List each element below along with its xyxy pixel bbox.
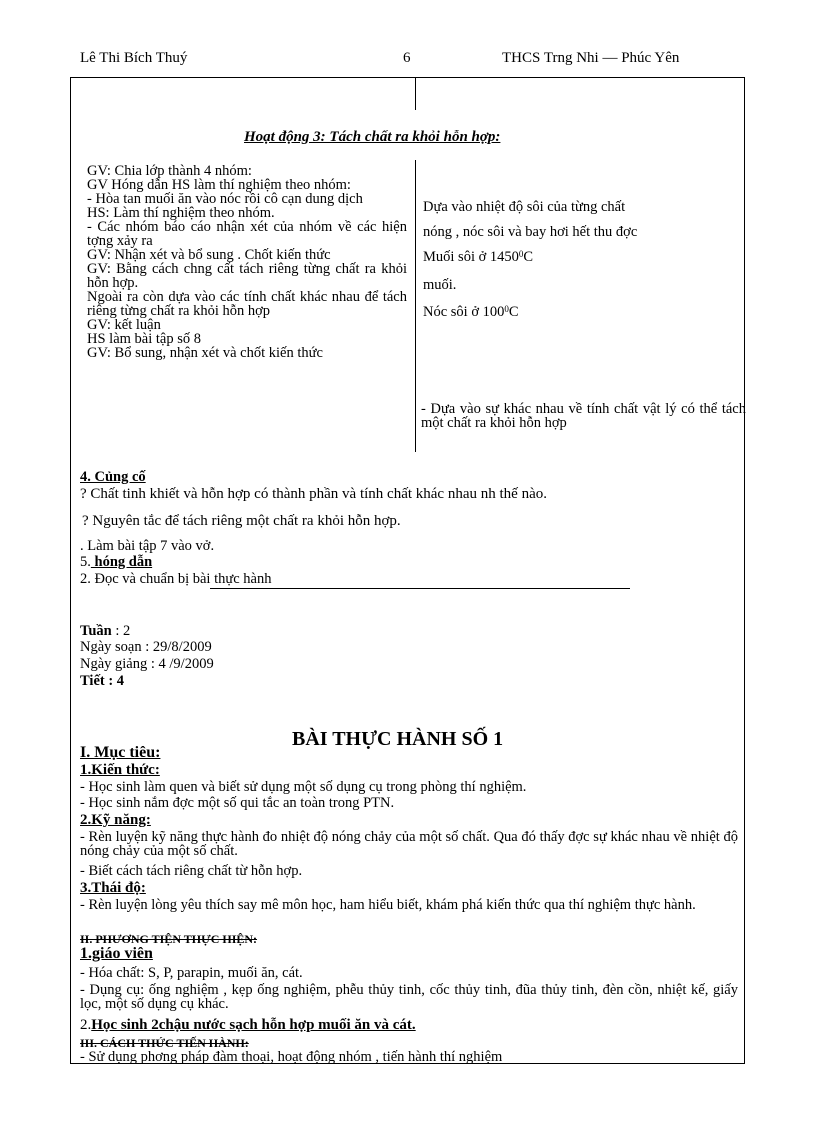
- week-line: [80, 624, 130, 638]
- activity-line: GV: kết luận: [87, 317, 161, 333]
- guide-item: [80, 572, 271, 586]
- right-line-1: Dựa vào nhiệt độ sôi của từng chất: [423, 199, 626, 215]
- activity-line: GV: Bằng cách chng cất tách riêng từng chất ra khỏi hỗn hợp.: [87, 261, 407, 291]
- student-prefix: 2.: [80, 1017, 92, 1033]
- tools-line: - Dụng cụ: ống nghiệm , kẹp ống nghiệm, phễu thủy tinh, cốc thủy tinh, đũa thủy tinh, đèn cồn, nhiệt kế, giấy lọc, một số dụng cụ khác.: [80, 982, 738, 1012]
- skills-heading: 2.Kỹ năng:: [80, 812, 151, 828]
- attitude-item-1: - Rèn luyện lòng yêu thích say mê môn học, ham hiểu biết, khám phá kiến thức qua thí nghiệm thực hành.: [80, 897, 696, 913]
- salt-boiling-suffix: C: [523, 249, 534, 265]
- student-text: Học sinh 2chậu nước sạch hỗn hợp muối ăn và cát.: [91, 1017, 416, 1033]
- right-line-2: nóng , nóc sôi và bay hơi hết thu đợc: [423, 224, 638, 240]
- salt-boiling-point: [423, 250, 533, 264]
- header-page-number: 6: [403, 50, 411, 66]
- chemicals-line: - Hóa chất: S, P, parapin, muối ăn, cát.: [80, 965, 303, 981]
- consolidation-question-2: ? Nguyên tắc để tách riêng một chất ra khỏi hỗn hợp.: [82, 513, 401, 529]
- activity-line: - Các nhóm báo cáo nhận xét của nhóm về các hiện tợng xảy ra: [87, 219, 407, 249]
- activity-line: GV Hóng dẫn HS làm thí nghiệm theo nhóm:: [87, 177, 351, 193]
- skills-item-1: - Rèn luyện kỹ năng thực hành đo nhiệt độ nóng chảy của một số chất. Qua đó thấy đợc sự khác nhau về nhiệt độ nóng chảy của một số chất.: [80, 829, 738, 859]
- consolidation-question-1: ? Chất tinh khiết và hỗn hợp có thành phần và tính chất khác nhau nh thế nào.: [80, 486, 547, 502]
- objectives-heading: I. Mục tiêu:: [80, 744, 161, 761]
- salt-boiling-prefix: Muối sôi ở 1450: [423, 249, 519, 265]
- teacher-student-column: [87, 164, 407, 360]
- lesson-period: Tiết : 4: [80, 673, 125, 689]
- guide-item-prefix: 2. Đọc và chuẩn: [80, 571, 178, 587]
- degree-sign: 0: [518, 249, 524, 259]
- method-heading: III. CÁCH THỨC TIẾN HÀNH:: [80, 1036, 249, 1050]
- activity-line: GV: Nhận xét và bổ sung . Chốt kiến thức: [87, 247, 331, 263]
- week-label: Tuần: [80, 623, 112, 639]
- activity-line: Ngoài ra còn dựa vào các tính chất khác nhau để tách riêng từng chất ra khỏi hỗn hợp: [87, 289, 407, 319]
- teacher-heading: 1.giáo viên: [80, 945, 153, 962]
- activity-line: - Hòa tan muối ăn vào nóc rồi cô cạn dung dịch: [87, 191, 363, 207]
- guide-heading-text: hóng dẫn: [90, 554, 153, 570]
- activity-line: GV: Bổ sung, nhận xét và chốt kiến thức: [87, 345, 323, 361]
- method-item-1: - Sử dụng phơng pháp đàm thoại, hoạt động nhóm , tiến hành thí nghiệm: [80, 1050, 503, 1063]
- consolidation-heading: 4. Củng cố: [80, 469, 146, 485]
- guide-number: 5.: [80, 554, 91, 570]
- degree-sign: 0: [504, 304, 509, 314]
- week-value: : 2: [111, 623, 131, 639]
- student-preparation: [80, 1018, 416, 1032]
- guide-heading: [80, 555, 152, 569]
- activity-line: HS làm bài tập số 8: [87, 331, 201, 347]
- water-boiling-prefix: Nóc sôi ở 100: [423, 304, 505, 320]
- teaching-date: Ngày giảng : 4 /9/2009: [80, 656, 214, 672]
- skills-item-2: - Biết cách tách riêng chất từ hỗn hợp.: [80, 863, 303, 879]
- water-boiling-point: [423, 305, 519, 319]
- activity3-title: Hoạt động 3: Tách chất ra khỏi hỗn hợp:: [244, 129, 501, 145]
- knowledge-heading: 1.Kiến thức:: [80, 762, 160, 778]
- attitude-heading: 3.Thái độ:: [80, 880, 146, 896]
- knowledge-item-1: - Học sinh làm quen và biết sử dụng một số dụng cụ trong phòng thí nghiệm.: [80, 779, 527, 795]
- right-conclusion: - Dựa vào sự khác nhau về tính chất vật lý có thể tách một chất ra khỏi hỗn hợp: [421, 401, 746, 431]
- means-heading: II. PHƯƠNG TIỆN THỰC HIỆN:: [80, 932, 258, 946]
- preparation-date: Ngày soạn : 29/8/2009: [80, 639, 212, 655]
- table-divider: [415, 160, 416, 452]
- header-school: THCS Trng Nhi — Phúc Yên: [502, 50, 680, 66]
- activity-line: HS: Làm thí nghiệm theo nhóm.: [87, 205, 275, 221]
- guide-item-rest: bị bài thực hành: [177, 571, 272, 587]
- water-boiling-suffix: C: [508, 304, 519, 320]
- activity-line: GV: Chia lớp thành 4 nhóm:: [87, 163, 252, 179]
- header-author: Lê Thi Bích Thuý: [80, 50, 188, 66]
- guide-underline: [210, 588, 630, 589]
- table-divider-top: [415, 78, 416, 110]
- knowledge-item-2: - Học sinh nắm đợc một số qui tắc an toàn trong PTN.: [80, 795, 395, 811]
- right-line-4: muối.: [423, 277, 457, 293]
- practice-title: BÀI THỰC HÀNH SỐ 1: [292, 728, 504, 750]
- homework-line: . Làm bài tập 7 vào vở.: [80, 538, 215, 554]
